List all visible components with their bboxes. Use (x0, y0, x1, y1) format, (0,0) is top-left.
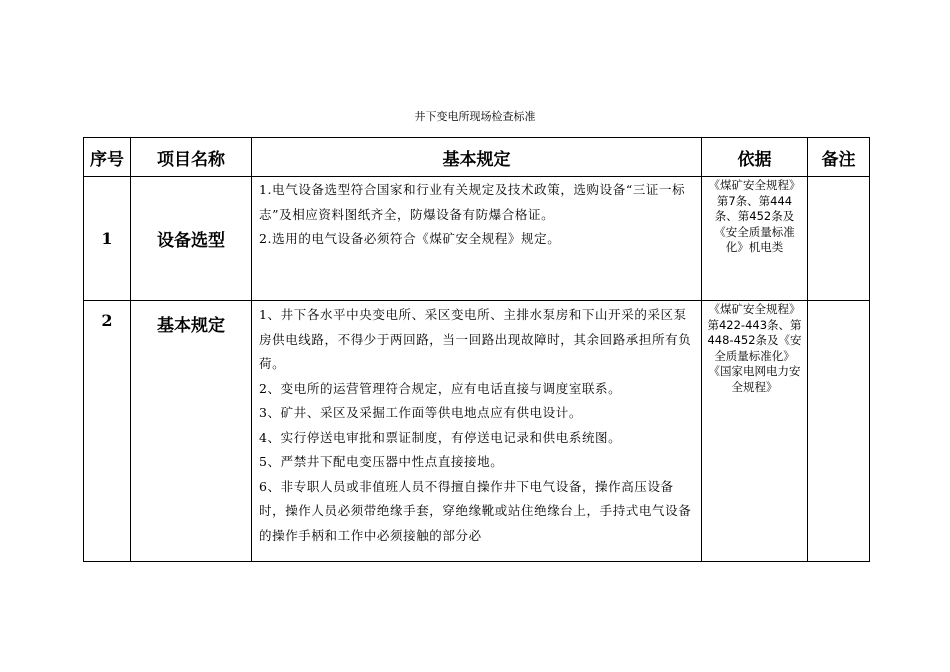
rule-clause: 1、井下各水平中央变电所、采区变电所、主排水泵房和下山开采的采区泵房供电线路，不得少于两回路，当一回路出现故障时，其余回路承担所有负荷。 (259, 307, 692, 371)
item-name: 基本规定 (131, 301, 252, 562)
basis-text: 《煤矿安全规程》第422-443条、第448-452条及《安全质量标准化》《国家电网电力安全规程》 (702, 301, 808, 562)
rule-content (252, 177, 702, 301)
row-number: 1 (84, 177, 131, 301)
table-row (84, 301, 870, 562)
rule-clause: 3、矿井、采区及采掘工作面等供电地点应有供电设计。 (259, 405, 582, 420)
header-number: 序号 (84, 138, 131, 177)
rule-clause: 5、严禁井下配电变压器中性点直接接地。 (259, 454, 504, 469)
rule-clause: 2、变电所的运营管理符合规定，应有电话直接与调度室联系。 (259, 380, 622, 396)
rule-clause: 1.电气设备选型符合国家和行业有关规定及技术政策，选购设备“三证一标志”及相应资料图纸齐全，防爆设备有防爆合格证。 (259, 182, 686, 222)
header-item-name: 项目名称 (131, 138, 252, 177)
header-basis: 依据 (702, 138, 808, 177)
remark-cell (808, 177, 870, 301)
table-header-row (84, 138, 870, 177)
rule-content (252, 301, 702, 562)
document-title: 井下变电所现场检查标准 (414, 110, 536, 123)
header-basic-rules: 基本规定 (252, 138, 702, 177)
header-remarks: 备注 (808, 138, 870, 177)
inspection-standard-table (83, 137, 870, 562)
rule-clause: 6、非专职人员或非值班人员不得擅自操作井下电气设备，操作高压设备时，操作人员必须带绝缘手套，穿绝缘靴或站住绝缘台上，手持式电气设备的操作手柄和工作中必须接触的部分必 (259, 478, 692, 543)
table-row (84, 177, 870, 301)
remark-cell (808, 301, 870, 562)
basis-text: 《煤矿安全规程》第7条、第444条、第452条及《安全质量标准化》机电类 (702, 177, 808, 301)
rule-clause: 4、实行停送电审批和票证制度，有停送电记录和供电系统图。 (259, 429, 622, 445)
item-name: 设备选型 (131, 177, 252, 301)
rule-clause: 2.选用的电气设备必须符合《煤矿安全规程》规定。 (259, 231, 561, 246)
row-number: 2 (84, 301, 131, 562)
